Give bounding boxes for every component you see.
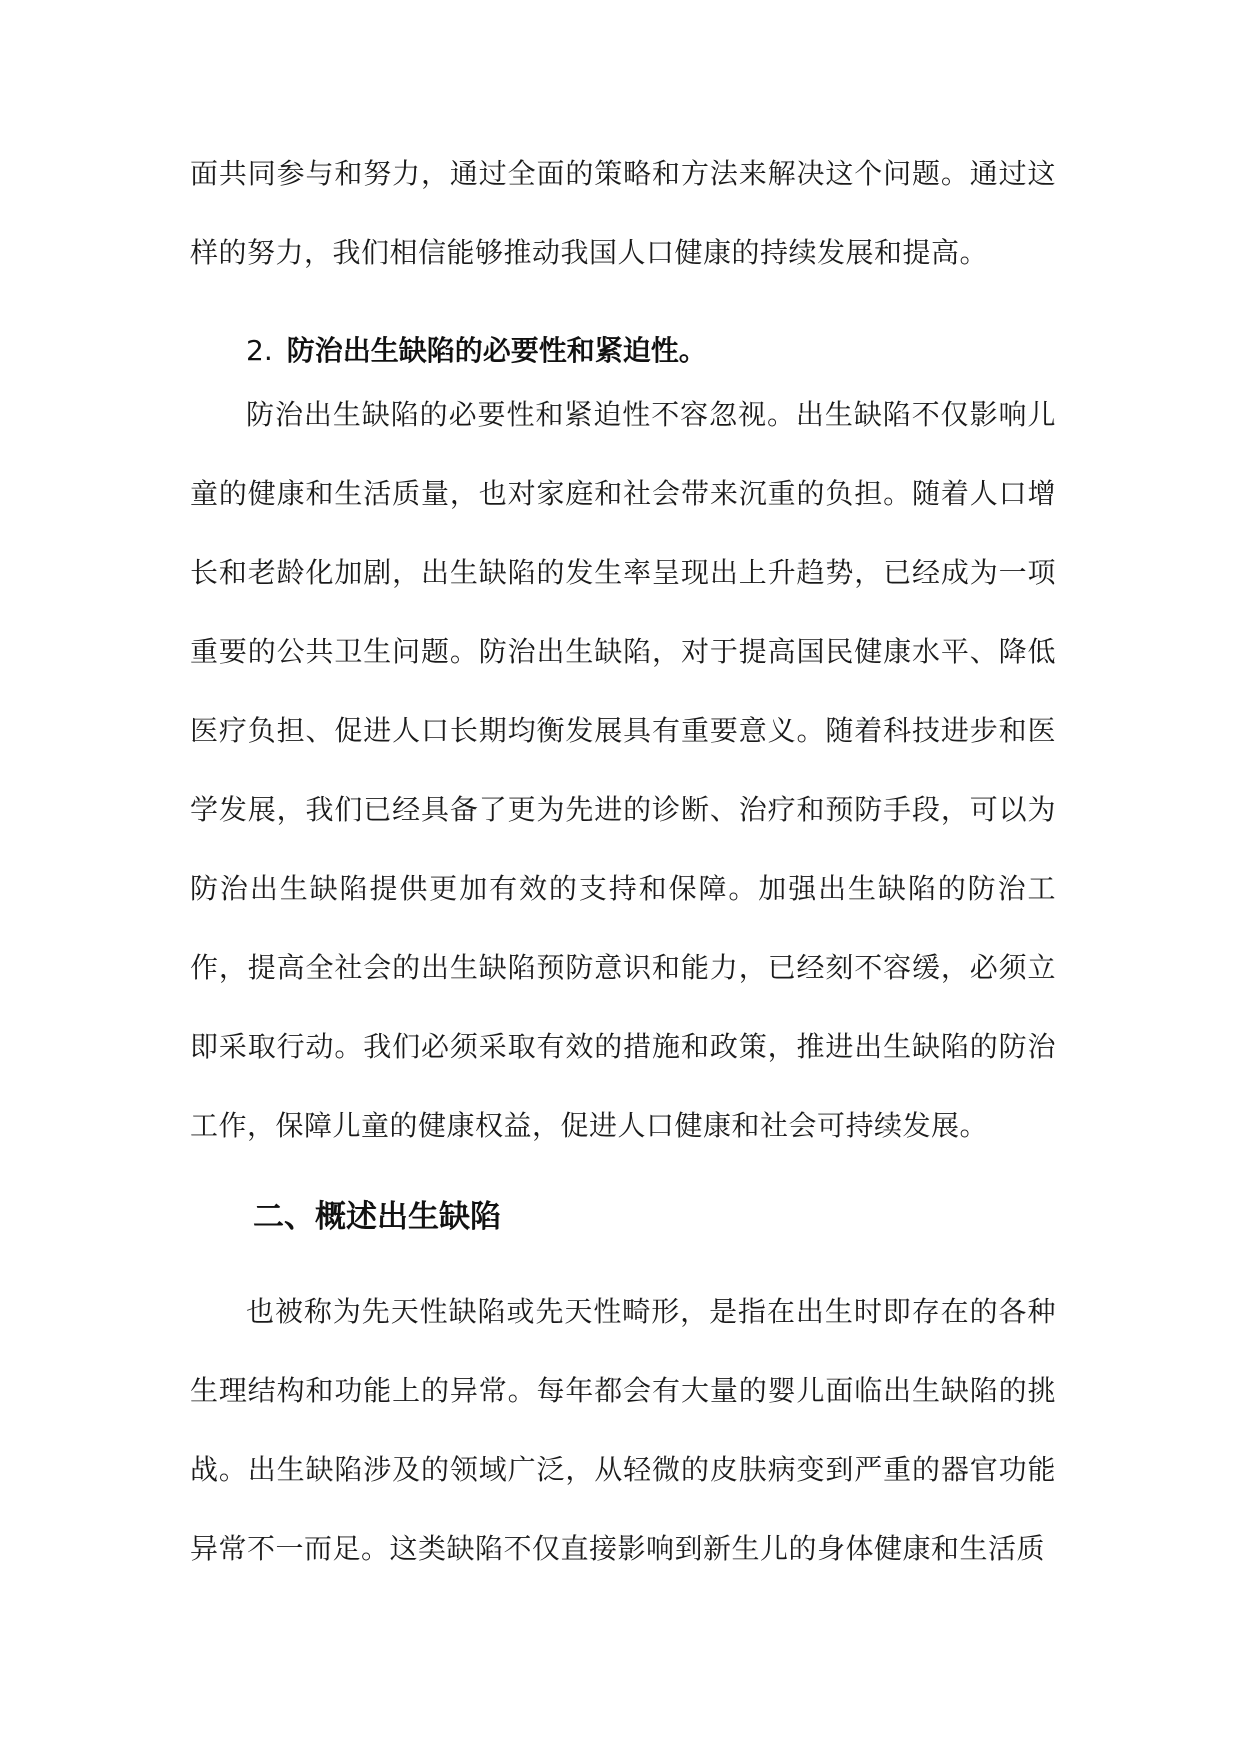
section-heading: 二、概述出生缺陷 [253,1199,501,1235]
paragraph-overview: 也被称为先天性缺陷或先天性畸形，是指在出生时即存在的各种生理结构和功能上的异常。每年都会有大量的婴儿面临出生缺陷的挑战。出生缺陷涉及的领域广泛，从轻微的皮肤病变到严重的器官功能异常不一而足。这类缺陷不仅直接影响到新生儿的身体健康和生活质 [190,1295,1056,1565]
subheading-title: 防治出生缺陷的必要性和紧迫性。 [286,334,707,367]
subheading-necessity [246,331,707,371]
paragraph-necessity: 防治出生缺陷的必要性和紧迫性不容忽视。出生缺陷不仅影响儿童的健康和生活质量，也对家庭和社会带来沉重的负担。随着人口增长和老龄化加剧，出生缺陷的发生率呈现出上升趋势，已经成为一项重要的公共卫生问题。防治出生缺陷，对于提高国民健康水平、降低医疗负担、促进人口长期均衡发展具有重要意义。随着科技进步和医学发展，我们已经具备了更为先进的诊断、治疗和预防手段，可以为防治出生缺陷提供更加有效的支持和保障。加强出生缺陷的防治工作，提高全社会的出生缺陷预防意识和能力，已经刻不容缓，必须立即采取行动。我们必须采取有效的措施和政策，推进出生缺陷的防治工作，保障儿童的健康权益，促进人口健康和社会可持续发展。 [190,398,1056,1142]
paragraph-continued: 面共同参与和努力，通过全面的策略和方法来解决这个问题。通过这样的努力，我们相信能够推动我国人口健康的持续发展和提高。 [190,157,1056,269]
subheading-number: 2. [246,334,273,367]
